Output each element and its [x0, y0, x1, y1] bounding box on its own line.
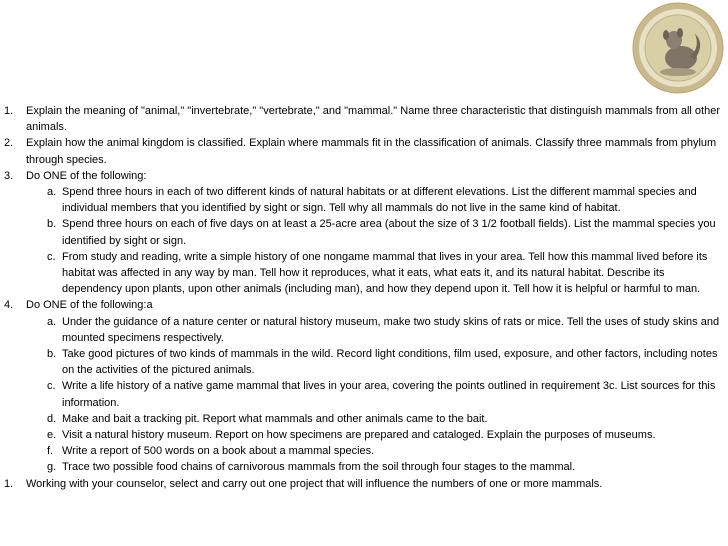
sub-list-item — [4, 427, 724, 443]
item-text: Do ONE of the following:a — [26, 299, 153, 312]
sub-list-item — [4, 443, 724, 459]
item-number: 1. — [4, 477, 14, 490]
item-text: Write a report of 500 words on a book about a mammal species. — [62, 445, 375, 458]
item-letter: b. — [47, 218, 57, 231]
item-text: Working with your counselor, select and carry out one project that will influence the numbers of one or more mammals. — [26, 477, 603, 490]
list-item — [4, 168, 724, 184]
sub-list-item — [4, 314, 724, 346]
item-letter: f. — [47, 445, 54, 458]
item-number: 4. — [4, 299, 14, 312]
sub-list-item — [4, 184, 724, 216]
sub-list-item — [4, 411, 724, 427]
sub-list-item — [4, 249, 724, 298]
list-item — [4, 135, 724, 167]
item-letter: a. — [47, 315, 57, 328]
list-item — [4, 103, 724, 135]
item-text: Visit a natural history museum. Report on how specimens are prepared and cataloged. Explain the purposes of museums. — [62, 429, 656, 442]
list-item — [4, 297, 724, 313]
item-text: Spend three hours in each of two different kinds of natural habitats or at different elevations. List the different mammal species and individual members that you identified by sight or sign. Tell why all mammals do not live in the same kind of habitat. — [62, 186, 697, 215]
sub-list-item — [4, 378, 724, 410]
list-item — [4, 476, 724, 492]
item-text: Take good pictures of two kinds of mammals in the wild. Record light conditions, film used, exposure, and other factors, including notes on the activities of the pictured animals. — [62, 348, 718, 377]
item-text: Explain how the animal kingdom is classified. Explain where mammals fit in the classification of animals. Classify three mammals from phylum through species. — [26, 137, 717, 166]
item-text: Spend three hours on each of five days on at least a 25-acre area (about the size of 3 1/2 football fields). List the mammal species you identified by sight or sign. — [62, 218, 716, 247]
item-text: Write a life history of a native game mammal that lives in your area, covering the points outlined in requirement 3c. List sources for this information. — [62, 380, 716, 409]
item-number: 3. — [4, 169, 14, 182]
item-number: 1. — [4, 105, 14, 117]
item-letter: e. — [47, 429, 57, 442]
item-letter: a. — [47, 186, 57, 199]
item-text: Under the guidance of a nature center or natural history museum, make two study skins of rats or mice. Tell the uses of study skins and mounted specimens respectively. — [62, 315, 720, 344]
item-text: From study and reading, write a simple history of one nongame mammal that lives in your area. Tell how this mammal lived before its habitat was affected in any way by man. Tell how it reproduces, what it eats, what eats it, and its natural habitat. Describe its dependency upon plants, upon other animals (including man), and how they depend upon it. Tell how it is helpful or harmful to man. — [62, 250, 708, 296]
item-letter: b. — [47, 348, 57, 361]
item-letter: g. — [47, 461, 57, 474]
requirements-list — [4, 103, 724, 492]
item-text: Trace two possible food chains of carnivorous mammals from the soil through four stages to the mammal. — [62, 461, 576, 474]
merit-badge-image — [632, 2, 724, 94]
sub-list-item — [4, 459, 724, 475]
item-text: Make and bait a tracking pit. Report what mammals and other animals came to the bait. — [62, 412, 488, 425]
item-text: Explain the meaning of "animal," "invertebrate," "vertebrate," and "mammal." Name three characteristic that distinguish mammals from all other animals. — [26, 105, 720, 134]
item-letter: c. — [47, 380, 56, 393]
sub-list-item — [4, 346, 724, 378]
item-letter: c. — [47, 250, 56, 263]
item-number: 2. — [4, 137, 14, 150]
item-letter: d. — [47, 412, 57, 425]
item-text: Do ONE of the following: — [26, 169, 147, 182]
sub-list-item — [4, 216, 724, 248]
